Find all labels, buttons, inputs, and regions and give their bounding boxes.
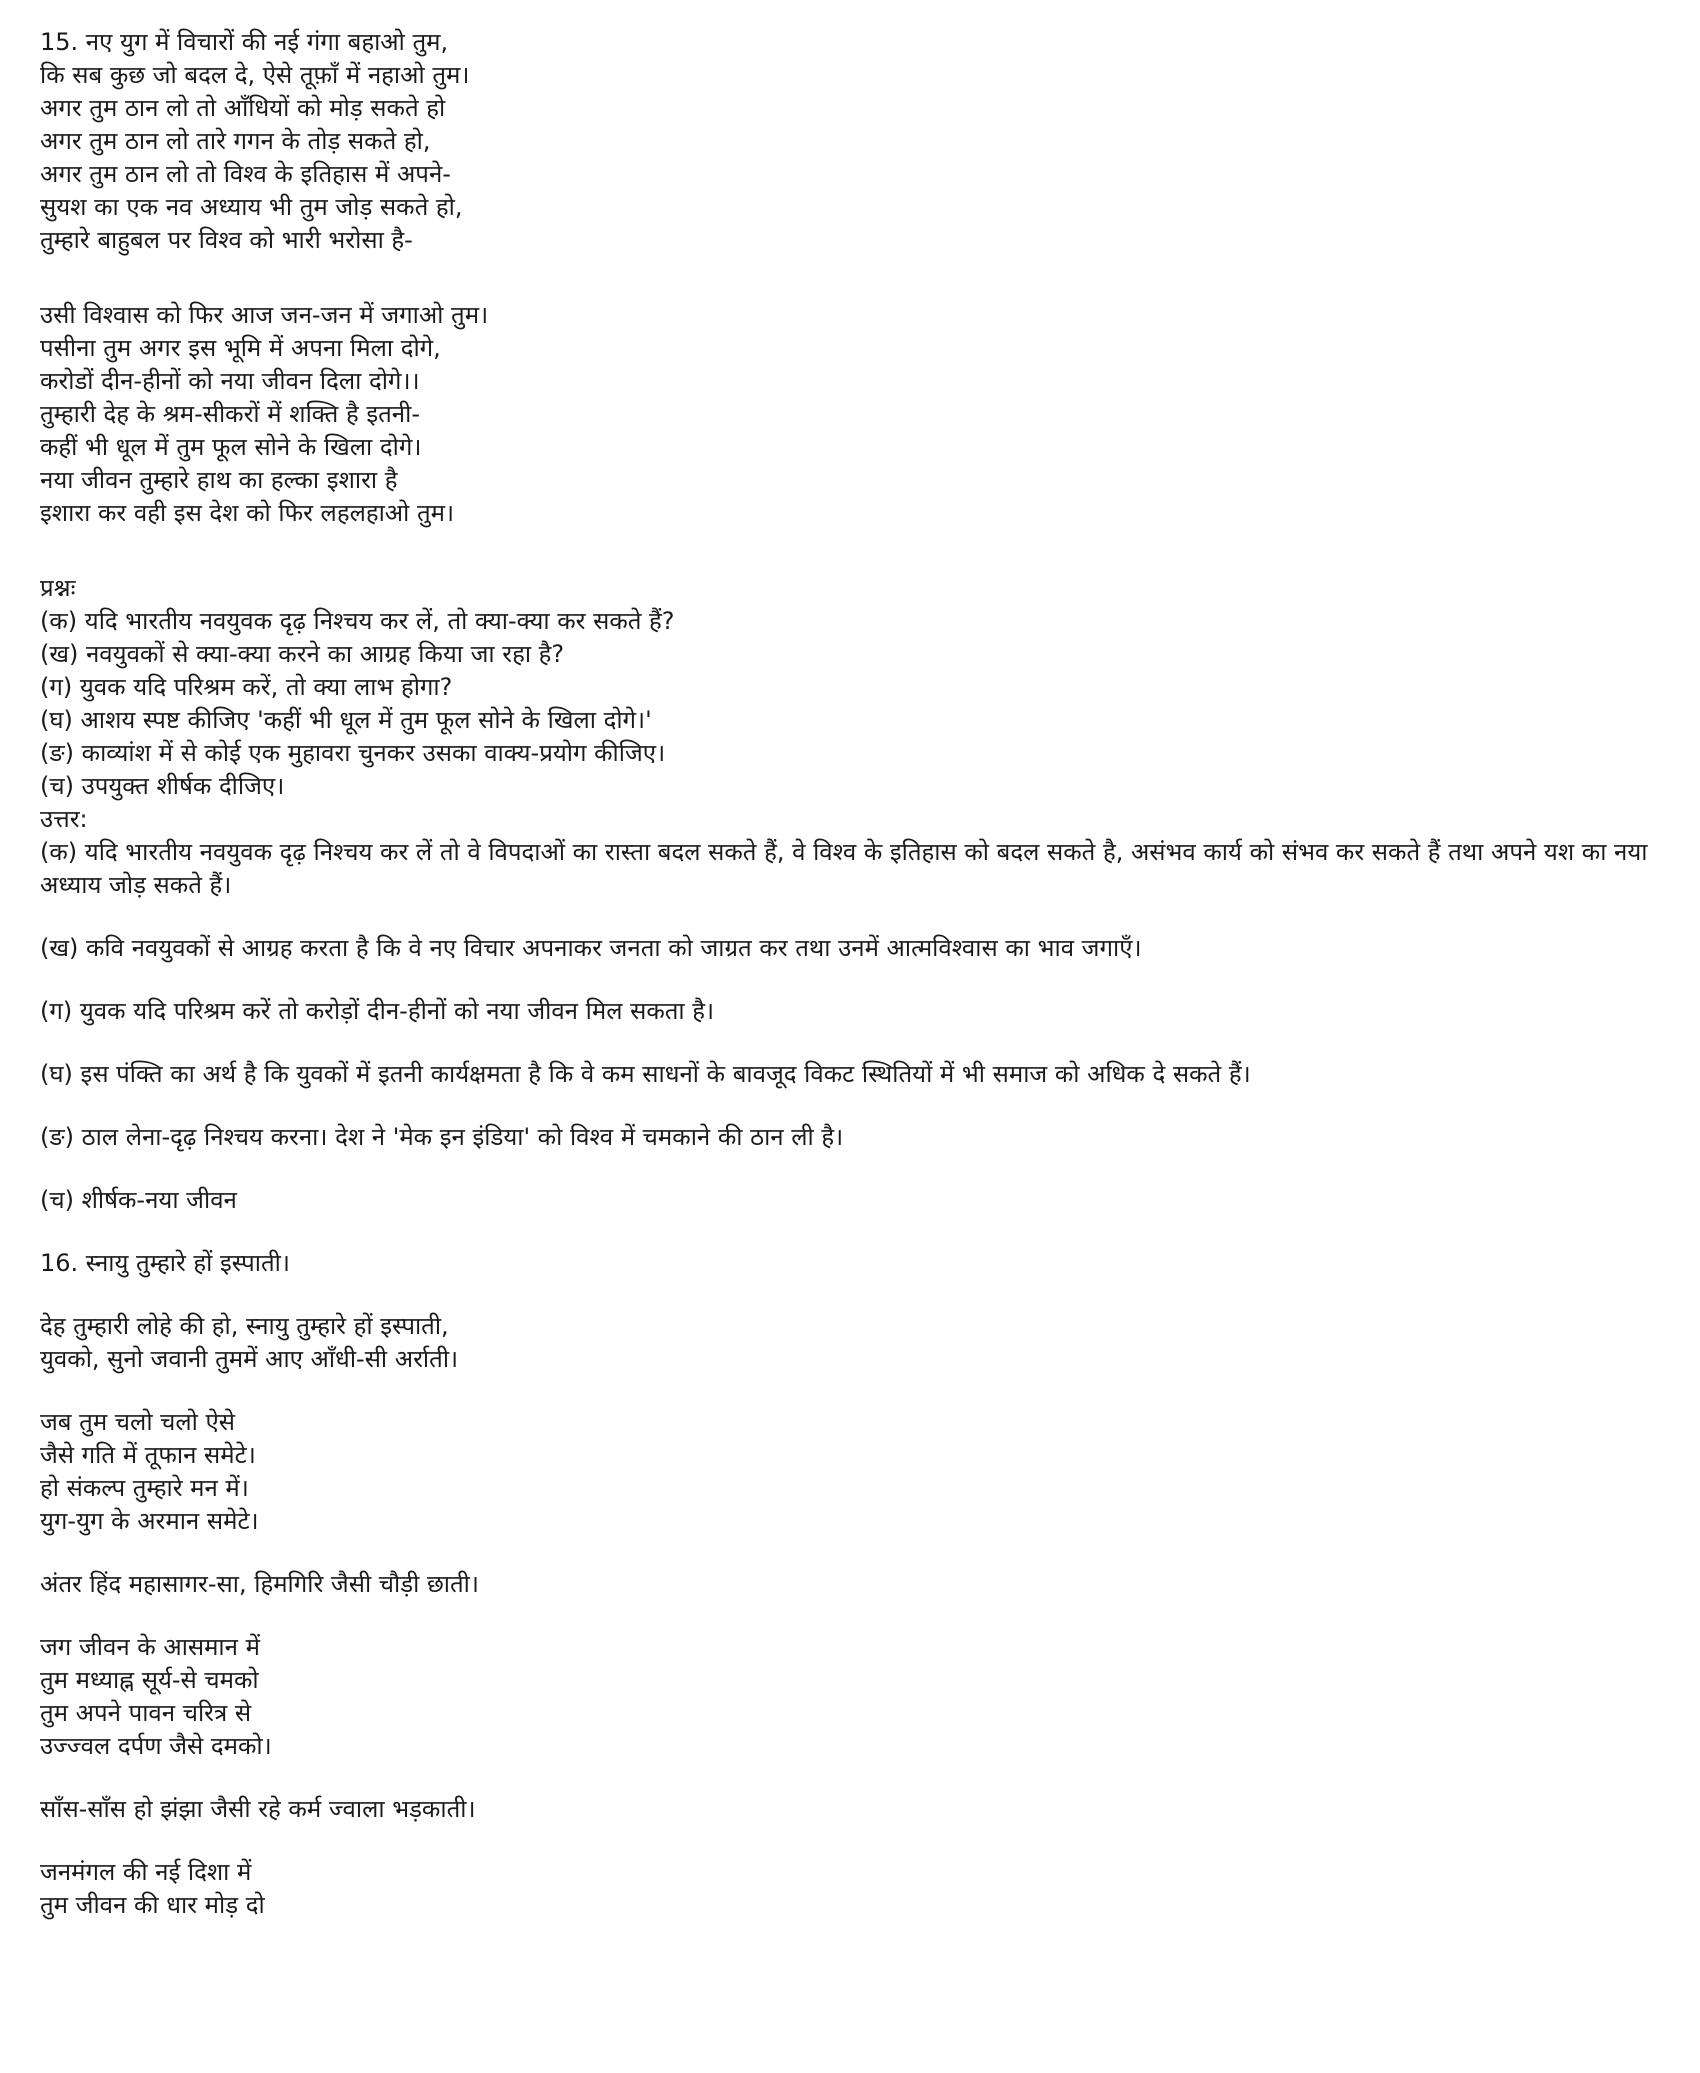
poem-line: युवको, सुनो जवानी तुममें आए आँधी-सी अर्राती। bbox=[40, 1345, 459, 1373]
spacer bbox=[40, 1028, 1680, 1058]
answer-ka: (क) यदि भारतीय नवयुवक दृढ़ निश्चय कर लें तो वे विपदाओं का रास्ता बदल सकते हैं, वे विश्व के इतिहास को बदल सकते है, असंभव कार्य को संभव कर सकते हैं तथा अपने यश का नया अध्याय जोड़ सकते हैं। bbox=[40, 838, 1648, 899]
answer-ga: (ग) युवक यदि परिश्रम करें तो करोड़ों दीन-हीनों को नया जीवन मिल सकता है। bbox=[40, 997, 715, 1025]
poem-line: अंतर हिंद महासागर-सा, हिमगिरि जैसी चौड़ी छाती। bbox=[40, 1570, 479, 1598]
spacer bbox=[40, 1538, 1680, 1568]
answers-block bbox=[40, 803, 1680, 1217]
spacer bbox=[40, 902, 1680, 932]
poem-line: जब तुम चलो चलो ऐसे bbox=[40, 1408, 236, 1436]
poem-line: तुम मध्याह्न सूर्य-से चमको bbox=[40, 1666, 259, 1694]
poem-15-stanza-2 bbox=[40, 299, 1680, 530]
spacer bbox=[40, 1601, 1680, 1631]
poem-line: करोडों दीन-हीनों को नया जीवन दिला दोगे।। bbox=[40, 367, 420, 395]
answer-cha: (च) शीर्षक-नया जीवन bbox=[40, 1186, 237, 1214]
poem-line: जनमंगल की नई दिशा में bbox=[40, 1858, 252, 1886]
spacer bbox=[40, 1154, 1680, 1184]
question-item: (ख) नवयुवकों से क्या-क्या करने का आग्रह किया जा रहा है? bbox=[40, 640, 565, 668]
poem-line: उसी विश्वास को फिर आज जन-जन में जगाओ तुम। bbox=[40, 301, 489, 329]
poem-16-stanza-6 bbox=[40, 1856, 1680, 1922]
question-item: (क) यदि भारतीय नवयुवक दृढ़ निश्चय कर लें, तो क्या-क्या कर सकते हैं? bbox=[40, 607, 675, 635]
poem-line: तुम जीवन की धार मोड़ दो bbox=[40, 1891, 265, 1919]
poem-line: जग जीवन के आसमान में bbox=[40, 1633, 260, 1661]
questions-heading: प्रश्नः bbox=[40, 574, 76, 602]
poem-16-stanza-1 bbox=[40, 1310, 1680, 1376]
poem-line: सुयश का एक नव अध्याय भी तुम जोड़ सकते हो, bbox=[40, 193, 463, 221]
poem-line: तुम अपने पावन चरित्र से bbox=[40, 1699, 252, 1727]
question-item: (घ) आशय स्पष्ट कीजिए 'कहीं भी धूल में तुम फूल सोने के खिला दोगे।' bbox=[40, 706, 652, 734]
poem-line: जैसे गति में तूफान समेटे। bbox=[40, 1441, 256, 1469]
poem-line: कि सब कुछ जो बदल दे, ऐसे तूफ़ाँ में नहाओ तुम। bbox=[40, 61, 470, 89]
poem-line: तुम्हारे बाहुबल पर विश्व को भारी भरोसा है- bbox=[40, 226, 413, 254]
document-page bbox=[40, 26, 1680, 1922]
poem-16-stanza-2 bbox=[40, 1406, 1680, 1538]
poem-line: युग-युग के अरमान समेटे। bbox=[40, 1507, 259, 1535]
spacer bbox=[40, 1091, 1680, 1121]
spacer bbox=[40, 1376, 1680, 1406]
question-item: (ङ) काव्यांश में से कोई एक मुहावरा चुनकर उसका वाक्य-प्रयोग कीजिए। bbox=[40, 739, 666, 767]
poem-line: देह तुम्हारी लोहे की हो, स्नायु तुम्हारे हों इस्पाती, bbox=[40, 1312, 449, 1340]
poem-line: तुम्हारी देह के श्रम-सीकरों में शक्ति है इतनी- bbox=[40, 400, 420, 428]
poem-16-stanza-4 bbox=[40, 1631, 1680, 1763]
poem-15-stanza-1 bbox=[40, 26, 1680, 257]
spacer bbox=[40, 257, 1680, 299]
question-item: (च) उपयुक्त शीर्षक दीजिए। bbox=[40, 772, 285, 800]
answer-nga: (ङ) ठाल लेना-दृढ़ निश्चय करना। देश ने 'मेक इन इंडिया' को विश्व में चमकाने की ठान ली है। bbox=[40, 1123, 844, 1151]
spacer bbox=[40, 530, 1680, 572]
spacer bbox=[40, 1280, 1680, 1310]
spacer bbox=[40, 965, 1680, 995]
answer-gha: (घ) इस पंक्ति का अर्थ है कि युवकों में इतनी कार्यक्षमता है कि वे कम साधनों के बावजूद विकट स्थितियों में भी समाज को अधिक दे सकते हैं। bbox=[40, 1060, 1251, 1088]
poem-line: पसीना तुम अगर इस भूमि में अपना मिला दोगे, bbox=[40, 334, 441, 362]
poem-line: हो संकल्प तुम्हारे मन में। bbox=[40, 1474, 249, 1502]
answer-kha: (ख) कवि नवयुवकों से आग्रह करता है कि वे नए विचार अपनाकर जनता को जाग्रत कर तथा उनमें आत्मविश्वास का भाव जगाएँ। bbox=[40, 934, 1142, 962]
question-item: (ग) युवक यदि परिश्रम करें, तो क्या लाभ होगा? bbox=[40, 673, 453, 701]
poem-line: कहीं भी धूल में तुम फूल सोने के खिला दोगे। bbox=[40, 433, 422, 461]
spacer bbox=[40, 1826, 1680, 1856]
poem-line: उज्ज्वल दर्पण जैसे दमको। bbox=[40, 1732, 272, 1760]
poem-line: अगर तुम ठान लो तो आँधियों को मोड़ सकते हो bbox=[40, 94, 446, 122]
answers-heading: उत्तर: bbox=[40, 805, 88, 833]
poem-line: नया जीवन तुम्हारे हाथ का हल्का इशारा है bbox=[40, 466, 398, 494]
poem-line: अगर तुम ठान लो तारे गगन के तोड़ सकते हो, bbox=[40, 127, 431, 155]
poem-line: इशारा कर वही इस देश को फिर लहलहाओ तुम। bbox=[40, 499, 455, 527]
spacer bbox=[40, 1763, 1680, 1793]
questions-block bbox=[40, 572, 1680, 803]
poem-line: साँस-साँस हो झंझा जैसी रहे कर्म ज्वाला भड़काती। bbox=[40, 1795, 476, 1823]
poem-line: अगर तुम ठान लो तो विश्व के इतिहास में अपने- bbox=[40, 160, 451, 188]
section-16-title: 16. स्नायु तुम्हारे हों इस्पाती। bbox=[40, 1249, 290, 1277]
spacer bbox=[40, 1217, 1680, 1247]
poem-line: 15. नए युग में विचारों की नई गंगा बहाओ तुम, bbox=[40, 28, 449, 56]
